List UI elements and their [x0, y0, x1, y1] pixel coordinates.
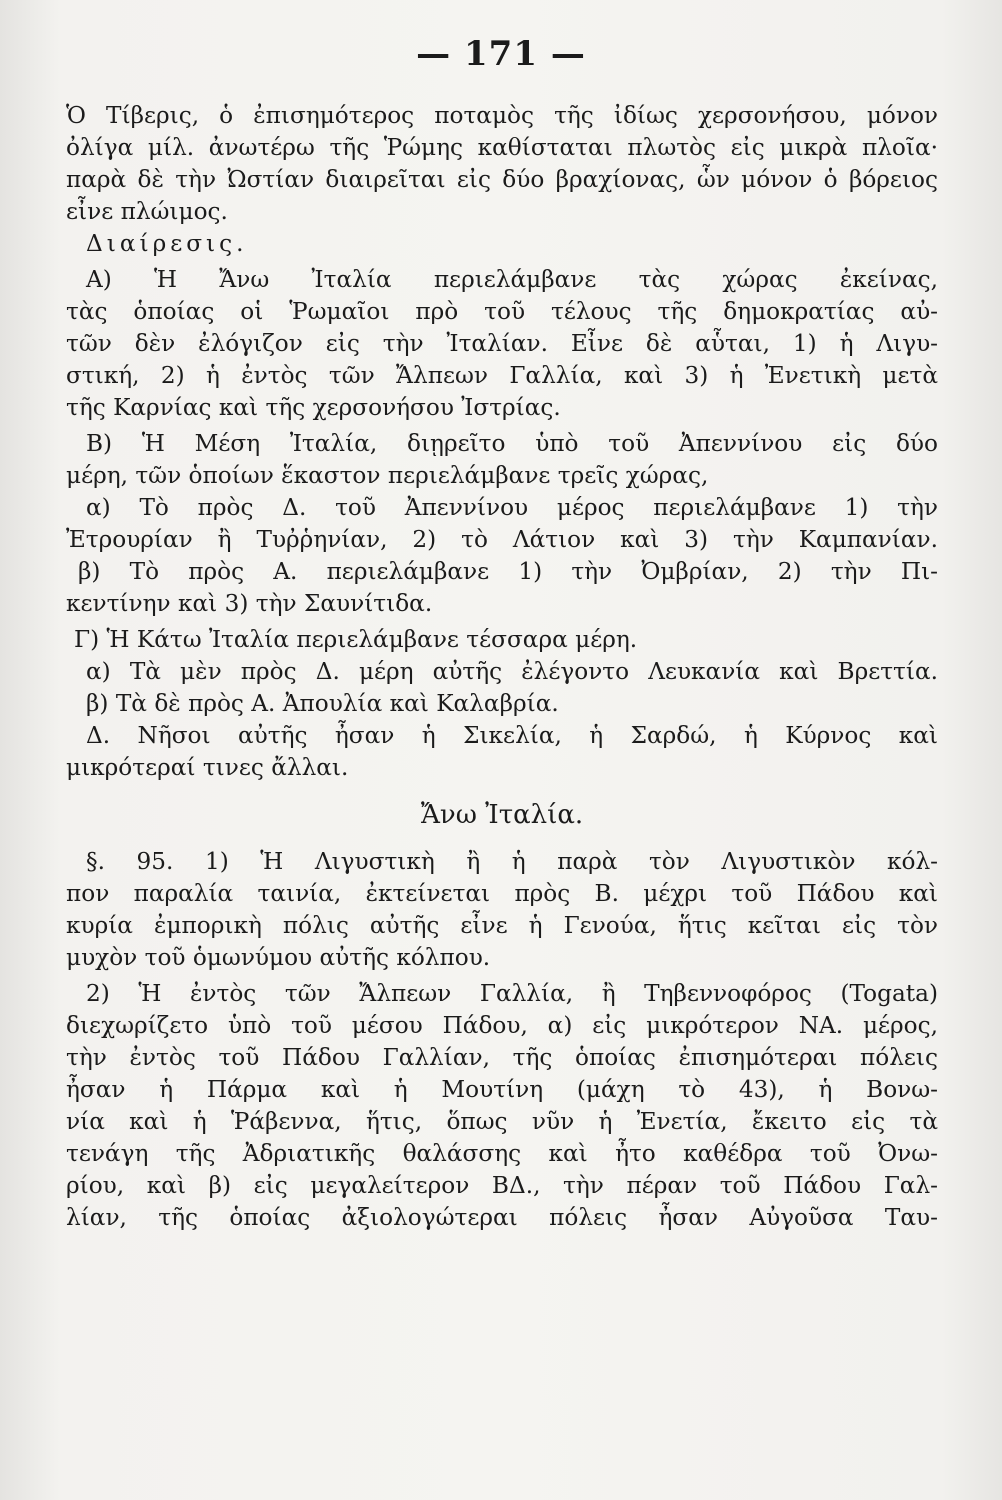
body-text [66, 100, 938, 1234]
text-line: Ἐτρουρίαν ἢ Τυῤῥηνίαν, 2) τὸ Λάτιον καὶ 3) τὴν Καμπανίαν. [66, 526, 938, 553]
text-line: νία καὶ ἡ Ῥάβεννα, ἥτις, ὅπως νῦν ἡ Ἐνετία, ἔκειτο εἰς τὰ [66, 1108, 938, 1135]
section-heading: Ἄνω Ἰταλία. [420, 800, 584, 830]
text-line: μικρότεραί τινες ἄλλαι. [66, 754, 349, 781]
text-line: τενάγη τῆς Ἀδριατικῆς θαλάσσης καὶ ἦτο καθέδρα τοῦ Ὀνω- [66, 1140, 938, 1167]
text-line: α) Τὰ μὲν πρὸς Δ. μέρη αὐτῆς ἐλέγοντο Λευκανία καὶ Βρεττία. [86, 658, 938, 685]
text-line: Α) Ἡ Ἄνω Ἰταλία περιελάμβανε τὰς χώρας ἐκείνας, [86, 266, 938, 293]
text-line: β) Τὰ δὲ πρὸς Α. Ἀπουλία καὶ Καλαβρία. [86, 690, 559, 717]
section-label-diairesis: Διαίρεσις. [86, 230, 248, 257]
text-line: πον παραλία ταινία, ἐκτείνεται πρὸς Β. μέχρι τοῦ Πάδου καὶ [66, 880, 938, 907]
text-line: κυρία ἐμπορικὴ πόλις αὐτῆς εἶνε ἡ Γενούα, ἥτις κεῖται εἰς τὸν [66, 912, 938, 939]
text-line: Δ. Νῆσοι αὐτῆς ἦσαν ἡ Σικελία, ἡ Σαρδώ, ἡ Κύρνος καὶ [86, 722, 938, 749]
text-line: διεχωρίζετο ὑπὸ τοῦ μέσου Πάδου, α) εἰς μικρότερον ΝΑ. μέρος, [66, 1012, 938, 1039]
text-line: τῶν δὲν ἐλόγιζον εἰς τὴν Ἰταλίαν. Εἶνε δὲ αὗται, 1) ἡ Λιγυ- [66, 330, 938, 357]
text-line: ρίου, καὶ β) εἰς μεγαλείτερον ΒΔ., τὴν πέραν τοῦ Πάδου Γαλ- [66, 1172, 938, 1199]
text-line: κεντίνην καὶ 3) τὴν Σαυνίτιδα. [66, 590, 433, 617]
text-line: ὀλίγα μίλ. ἀνωτέρω τῆς Ῥώμης καθίσταται πλωτὸς εἰς μικρὰ πλοῖα· [66, 134, 938, 161]
text-line: 2) Ἡ ἐντὸς τῶν Ἄλπεων Γαλλία, ἢ Τηβεννοφόρος (Togata) [86, 980, 938, 1007]
page-number: — 171 — [416, 34, 586, 74]
text-line: Γ) Ἡ Κάτω Ἰταλία περιελάμβανε τέσσαρα μέρη. [74, 626, 638, 653]
text-line: α) Τὸ πρὸς Δ. τοῦ Ἀπεννίνου μέρος περιελάμβανε 1) τὴν [86, 494, 938, 521]
text-line: Ὁ Τίβερις, ὁ ἐπισημότερος ποταμὸς τῆς ἰδίως χερσονήσου, μόνον [66, 102, 938, 129]
text-line: τὰς ὁποίας οἱ Ῥωμαῖοι πρὸ τοῦ τέλους τῆς δημοκρατίας αὐ- [66, 298, 938, 325]
text-line: Β) Ἡ Μέση Ἰταλία, διῃρεῖτο ὑπὸ τοῦ Ἀπεννίνου εἰς δύο [86, 430, 938, 457]
text-line: εἶνε πλώιμος. [66, 198, 228, 225]
text-line: στική, 2) ἡ ἐντὸς τῶν Ἄλπεων Γαλλία, καὶ 3) ἡ Ἐνετικὴ μετὰ [66, 362, 938, 389]
text-line: τῆς Καρνίας καὶ τῆς χερσονήσου Ἰστρίας. [66, 394, 561, 421]
text-line: λίαν, τῆς ὁποίας ἀξιολογώτεραι πόλεις ἦσαν Αὐγοῦσα Ταυ- [66, 1204, 938, 1231]
text-line: μυχὸν τοῦ ὁμωνύμου αὐτῆς κόλπου. [66, 944, 491, 971]
text-line: τὴν ἐντὸς τοῦ Πάδου Γαλλίαν, τῆς ὁποίας ἐπισημότεραι πόλεις [66, 1044, 938, 1071]
text-line: §. 95. 1) Ἡ Λιγυστικὴ ἢ ἡ παρὰ τὸν Λιγυστικὸν κόλ- [86, 848, 938, 875]
text-line: ἦσαν ἡ Πάρμα καὶ ἡ Μουτίνη (μάχη τὸ 43), ἡ Βονω- [66, 1076, 938, 1103]
text-line: παρὰ δὲ τὴν Ὠστίαν διαιρεῖται εἰς δύο βραχίονας, ὧν μόνον ὁ βόρειος [66, 166, 938, 193]
text-line: β) Τὸ πρὸς Α. περιελάμβανε 1) τὴν Ὀμβρίαν, 2) τὴν Πι- [78, 558, 938, 585]
text-line: μέρη, τῶν ὁποίων ἕκαστον περιελάμβανε τρεῖς χώρας, [66, 462, 709, 489]
